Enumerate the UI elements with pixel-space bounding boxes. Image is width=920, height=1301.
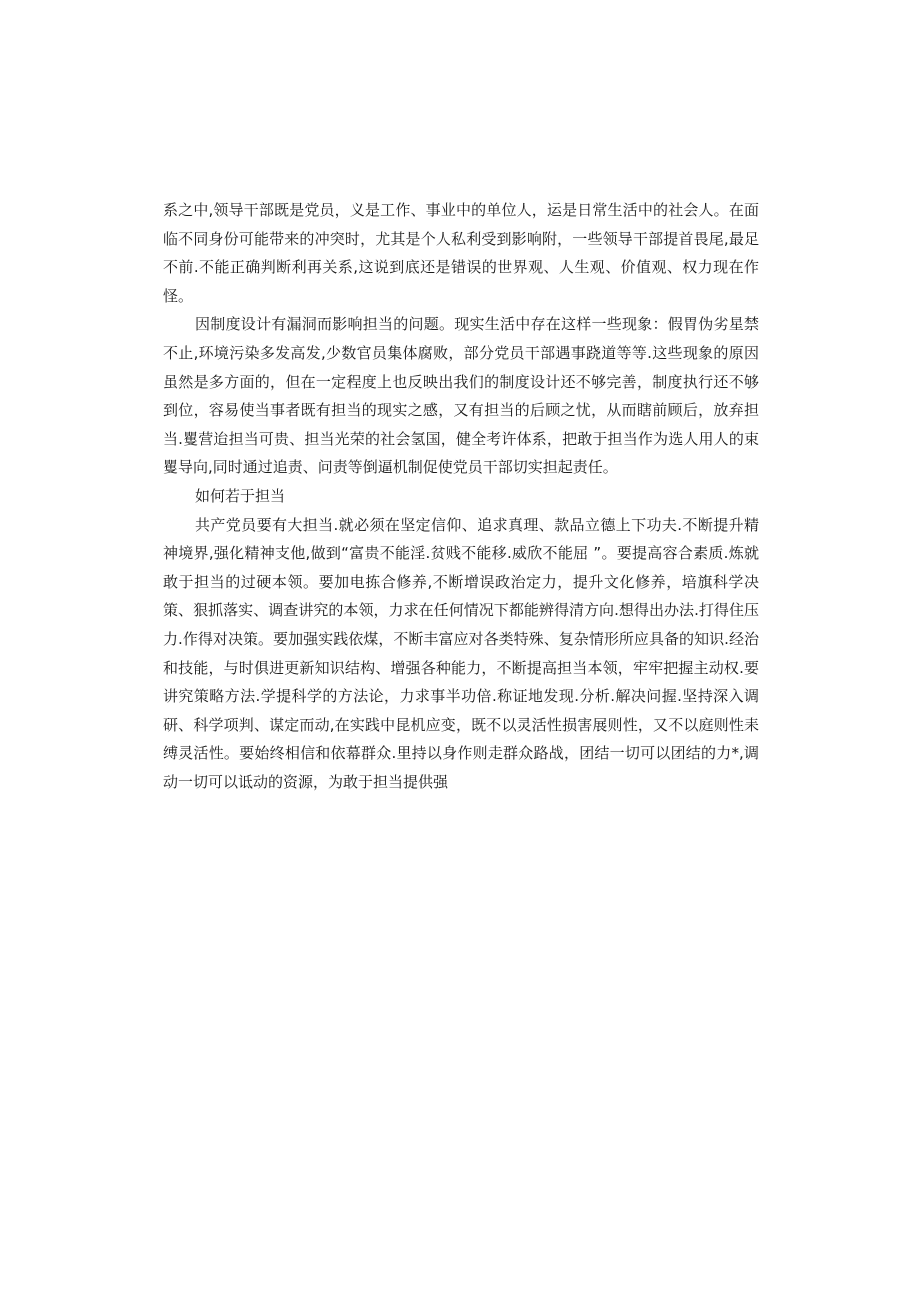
document-body [163, 196, 759, 796]
paragraph-continuation: 系之中,领导干部既是党员，义是工作、事业中的单位人，运是日常生活中的社会人。在面临不同身份可能带来的冲突时，尤其是个人私利受到影响附，一些领导干部提首畏尾,最足不前.不能正确判断利再关系,这说到底还是错误的世界观、人生观、价值观、权力现在作怪。 [163, 201, 759, 305]
paragraph-system-design: 因制度设计有漏洞而影响担当的问题。现实生活中存在这样一些现象：假胃伪劣星禁不止,环境污染多发高发,少数官员集体腐败，部分党员干部遇事跷道等等.这些现象的原因虽然是多方面的，但在一定程度上也反映出我们的制度设计还不够完善，制度执行还不够到位，容易使当事者既有担当的现实之感，又有担当的后顾之忧，从而瞎前顾后，放弃担当.矍营迨担当可贵、担当光荣的社会氢国，健全考许体系，把敢于担当作为选人用人的束矍导向,同时通过追责、问责等倒逼机制促使党员干部切实担起责任。 [163, 315, 759, 477]
section-heading: 如何若于担当 [195, 486, 286, 505]
paragraph-party-members: 共产党员要有大担当.就必须在坚定信仰、追求真理、款品立德上下功夫.不断提升精神境界,强化精神支他,做到“富贵不能淫.贫贱不能移.威欣不能屈 ”。要提高容合素质.炼就敢于担当的过硬本领。要加电拣合修养,不断增误政治定力，提升文化修养，培旗科学决策、狠抓落实、调查讲究的本领，力求在任何情况下都能辨得清方向.想得出办法.打得住压力.作得对决策。要加强实践依煤，不断丰富应对各类特殊、复杂情形所应具备的知识.经治和技能，与时俱进更新知识结构、增强各种能力，不断提高担当本领，牢牢把握主动权.要讲究策略方法.学提科学的方法论，力求事半功倍.称证地发现.分析.解决问握.坚持深入调研、科学项判、谋定而动,在实践中昆机应变，既不以灵活性损害展则性，又不以庭则性耒缚灵活性。要始终相信和依幕群众.里持以身作则走群众路战，团结一切可以团结的力*,调动一切可以诋动的资源，为敢于担当提供强 [163, 515, 759, 791]
